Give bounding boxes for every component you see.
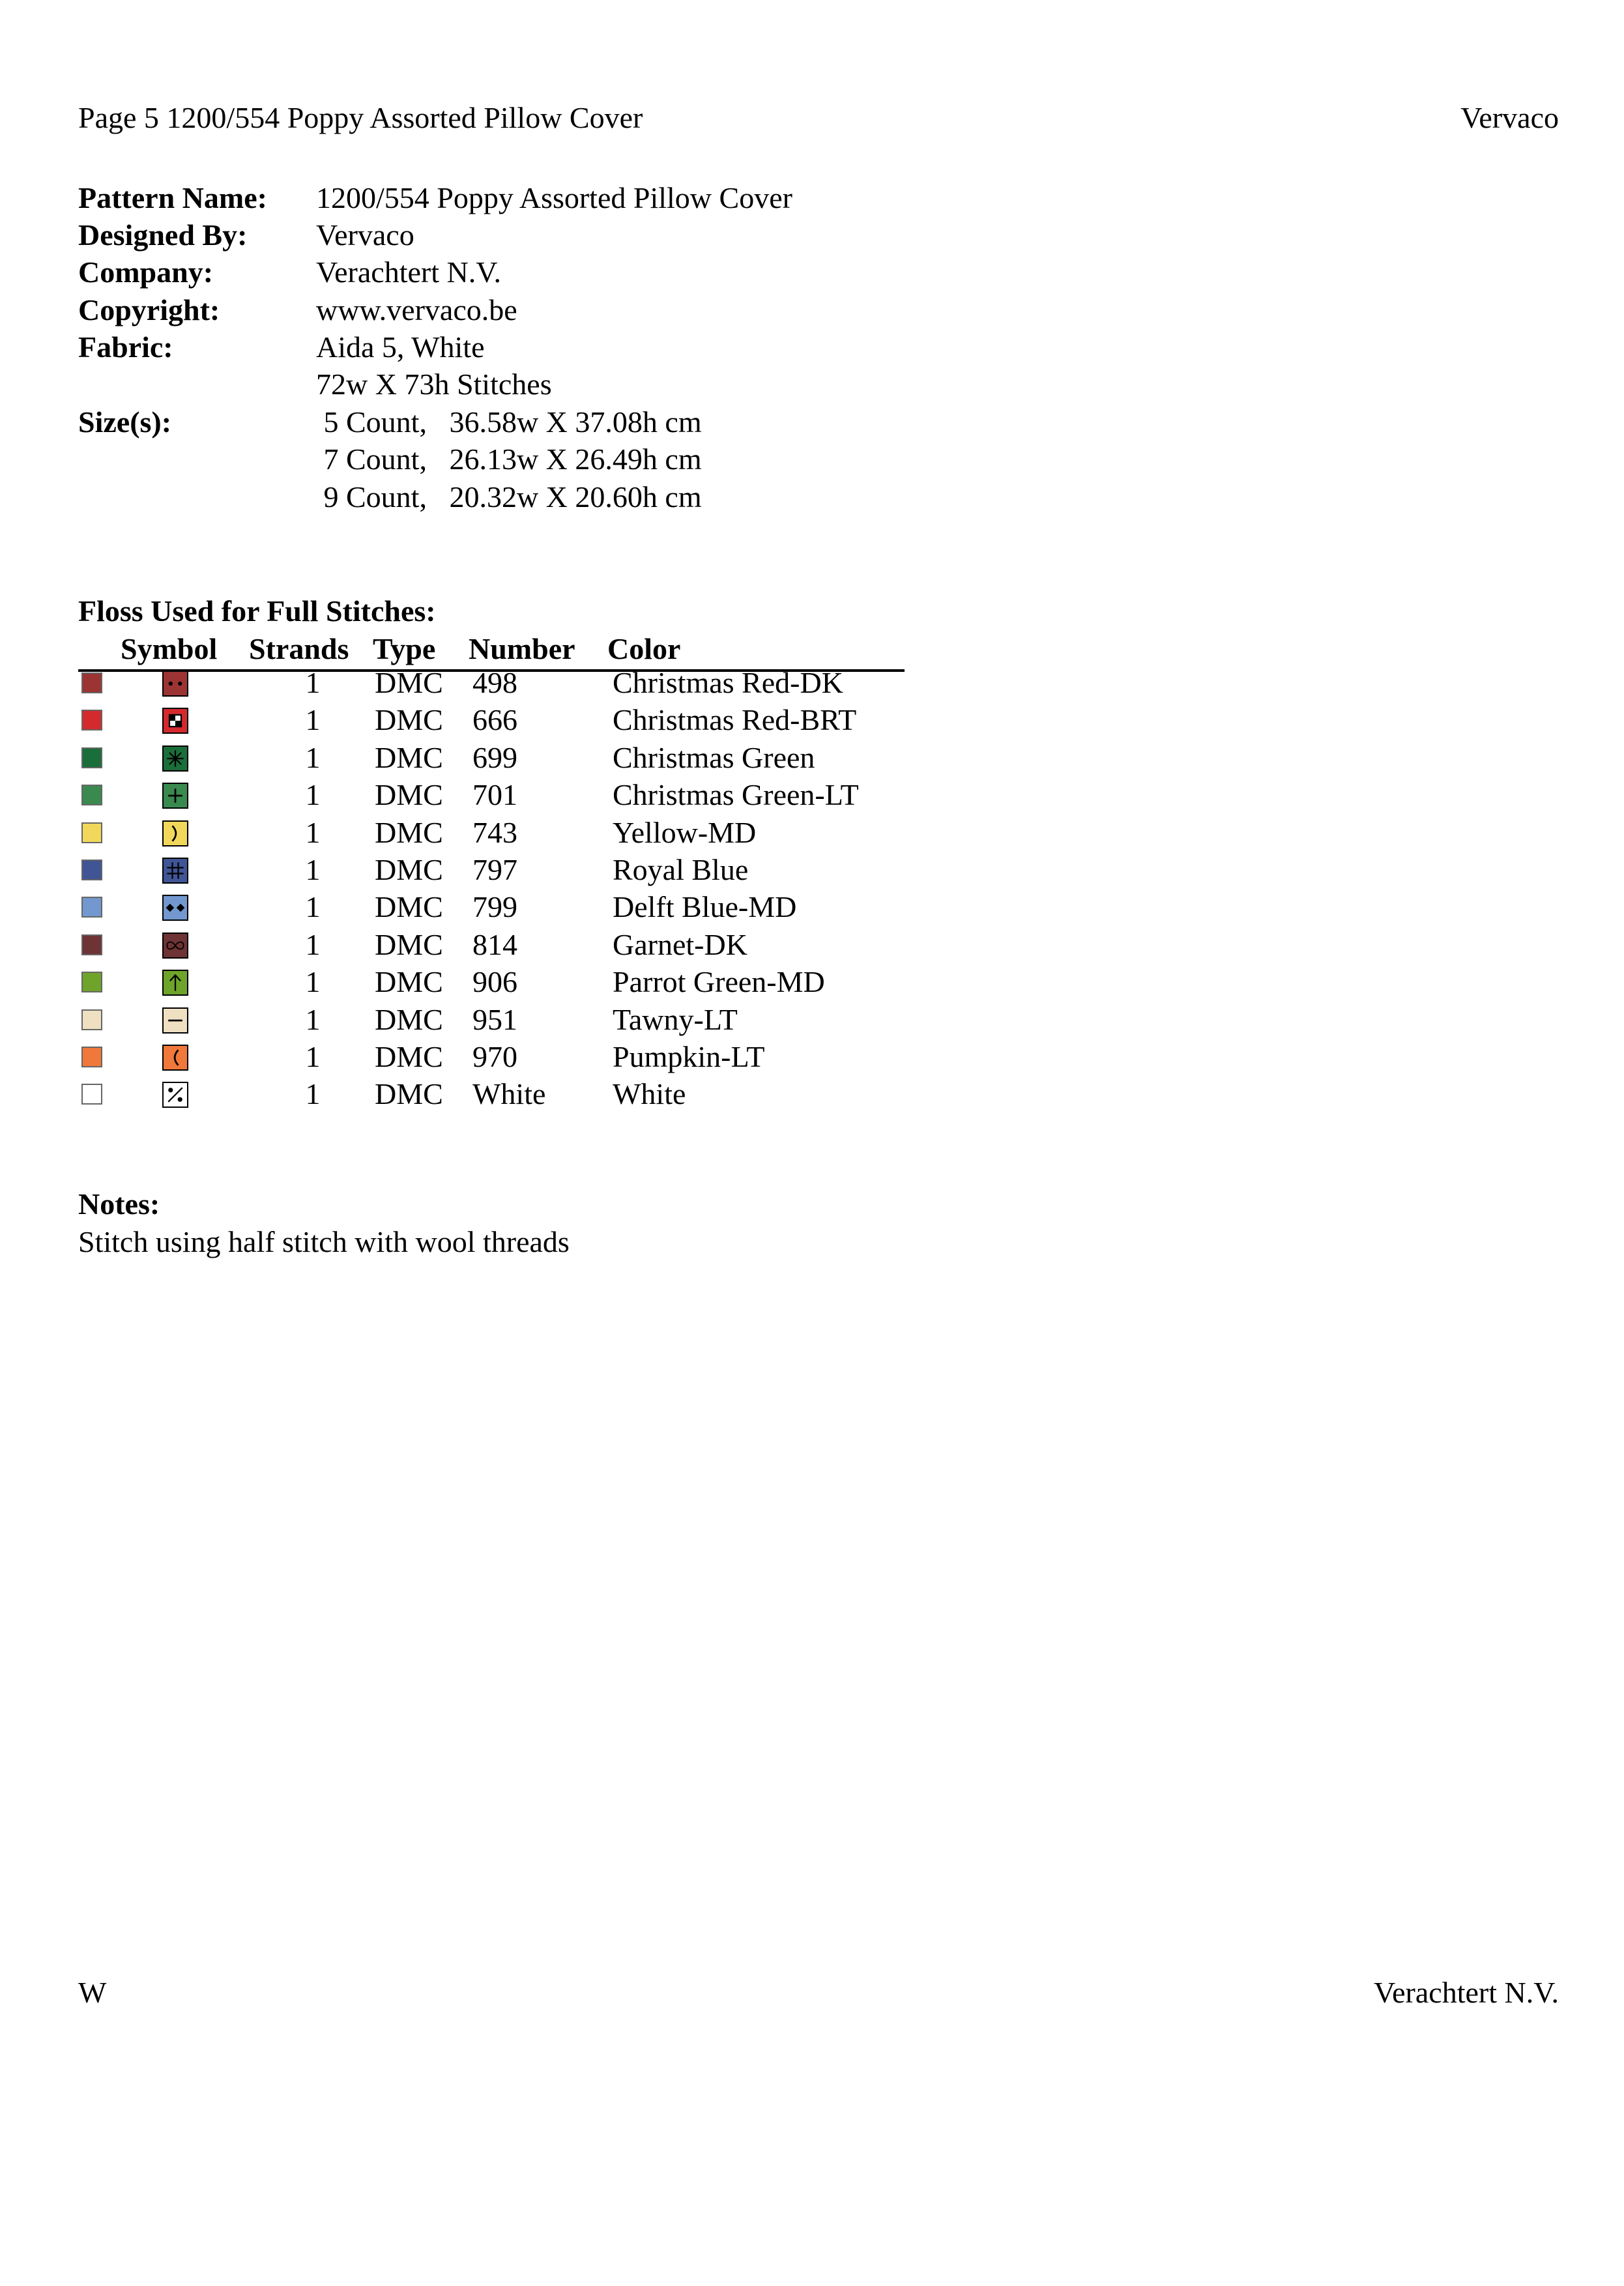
number-cell: 970 [472, 1040, 517, 1073]
number-cell: 699 [472, 740, 517, 774]
color-swatch [81, 822, 102, 843]
footer-left: W [78, 1976, 107, 2009]
color-name-cell: Garnet-DK [613, 927, 747, 961]
color-swatch [81, 747, 102, 768]
color-swatch [81, 1084, 102, 1105]
color-name-cell: Parrot Green-MD [613, 965, 825, 999]
type-cell: DMC [375, 1077, 443, 1111]
column-header-type: Type [373, 632, 436, 665]
color-name-cell: Pumpkin-LT [613, 1040, 765, 1073]
column-header-symbol: Symbol [121, 632, 218, 665]
type-cell: DMC [375, 1040, 443, 1073]
table-row [78, 702, 925, 740]
size-value: 5 Count, 36.58w X 37.08h cm [316, 405, 702, 439]
minus-icon [162, 1007, 188, 1034]
number-cell: 701 [472, 778, 517, 812]
notes-text: Stitch using half stitch with wool threads [78, 1225, 570, 1258]
strands-cell: 1 [305, 853, 321, 886]
company-value: Verachtert N.V. [316, 255, 501, 289]
type-cell: DMC [375, 927, 443, 961]
table-row [78, 964, 925, 1002]
column-header-color: Color [607, 632, 681, 665]
number-cell: 814 [472, 927, 517, 961]
table-row [78, 1002, 925, 1039]
color-name-cell: Christmas Green-LT [613, 778, 859, 812]
type-cell: DMC [375, 890, 443, 924]
designed-by-label: Designed By: [78, 218, 248, 252]
color-name-cell: Tawny-LT [613, 1002, 738, 1036]
infinity-icon [162, 933, 188, 959]
color-name-cell: Yellow-MD [613, 815, 757, 849]
type-cell: DMC [375, 965, 443, 999]
strands-cell: 1 [305, 703, 321, 737]
color-swatch [81, 710, 102, 731]
fabric-label: Fabric: [78, 330, 173, 364]
floss-table-header [78, 631, 925, 667]
color-swatch [81, 673, 102, 693]
strands-cell: 1 [305, 1002, 321, 1036]
table-row [78, 1076, 925, 1114]
strands-cell: 1 [305, 666, 321, 699]
floss-section-title: Floss Used for Full Stitches: [78, 594, 436, 628]
strands-cell: 1 [305, 1077, 321, 1111]
number-cell: 799 [472, 890, 517, 924]
type-cell: DMC [375, 1002, 443, 1036]
column-header-strands: Strands [249, 632, 349, 665]
color-name-cell: Delft Blue-MD [613, 890, 797, 924]
page-header-brand: Vervaco [1460, 101, 1559, 134]
strands-cell: 1 [305, 890, 321, 924]
pattern-name-label: Pattern Name: [78, 181, 267, 214]
color-swatch [81, 860, 102, 880]
table-row [78, 889, 925, 927]
color-swatch [81, 972, 102, 992]
checker-squares-icon [162, 708, 188, 734]
color-swatch [81, 897, 102, 918]
column-header-number: Number [469, 632, 575, 665]
strands-cell: 1 [305, 927, 321, 961]
left-paren-icon [162, 1045, 188, 1071]
strands-cell: 1 [305, 815, 321, 849]
color-swatch [81, 785, 102, 805]
dots-pair-icon [162, 671, 188, 697]
type-cell: DMC [375, 666, 443, 699]
company-label: Company: [78, 255, 214, 289]
strands-cell: 1 [305, 965, 321, 999]
strands-cell: 1 [305, 1040, 321, 1073]
color-swatch [81, 1047, 102, 1067]
strands-cell: 1 [305, 778, 321, 812]
color-name-cell: Royal Blue [613, 853, 749, 886]
type-cell: DMC [375, 778, 443, 812]
type-cell: DMC [375, 815, 443, 849]
notes-title: Notes: [78, 1187, 160, 1221]
number-cell: 951 [472, 1002, 517, 1036]
table-row [78, 777, 925, 815]
size-value: 9 Count, 20.32w X 20.60h cm [316, 480, 702, 514]
size-value: 7 Count, 26.13w X 26.49h cm [316, 442, 702, 476]
color-swatch [81, 1009, 102, 1030]
type-cell: DMC [375, 853, 443, 886]
pattern-name-value: 1200/554 Poppy Assorted Pillow Cover [316, 181, 792, 214]
table-row [78, 740, 925, 777]
number-cell: 666 [472, 703, 517, 737]
color-name-cell: White [613, 1077, 686, 1111]
diamonds-pair-icon [162, 895, 188, 921]
designed-by-value: Vervaco [316, 218, 414, 252]
page-header-title: Page 5 1200/554 Poppy Assorted Pillow Cover [78, 101, 643, 134]
color-name-cell: Christmas Red-DK [613, 666, 843, 699]
table-row [78, 1039, 925, 1077]
table-row [78, 665, 925, 702]
table-row [78, 927, 925, 964]
hash-icon [162, 858, 188, 884]
color-name-cell: Christmas Green [613, 740, 815, 774]
number-cell: 906 [472, 965, 517, 999]
fabric-value: Aida 5, White [316, 330, 485, 364]
type-cell: DMC [375, 740, 443, 774]
up-arrow-icon [162, 970, 188, 996]
copyright-value: www.vervaco.be [316, 293, 517, 326]
sizes-label: Size(s): [78, 405, 172, 439]
footer-right: Verachtert N.V. [1374, 1976, 1559, 2009]
percent-icon [162, 1082, 188, 1108]
stitch-count-value: 72w X 73h Stitches [316, 368, 552, 401]
number-cell: 743 [472, 815, 517, 849]
table-row [78, 852, 925, 890]
asterisk-icon [162, 745, 188, 772]
number-cell: White [472, 1077, 546, 1111]
copyright-label: Copyright: [78, 293, 220, 326]
type-cell: DMC [375, 703, 443, 737]
number-cell: 797 [472, 853, 517, 886]
strands-cell: 1 [305, 740, 321, 774]
color-name-cell: Christmas Red-BRT [613, 703, 857, 737]
number-cell: 498 [472, 666, 517, 699]
right-paren-icon [162, 820, 188, 846]
plus-icon [162, 783, 188, 809]
table-row [78, 815, 925, 852]
color-swatch [81, 934, 102, 955]
